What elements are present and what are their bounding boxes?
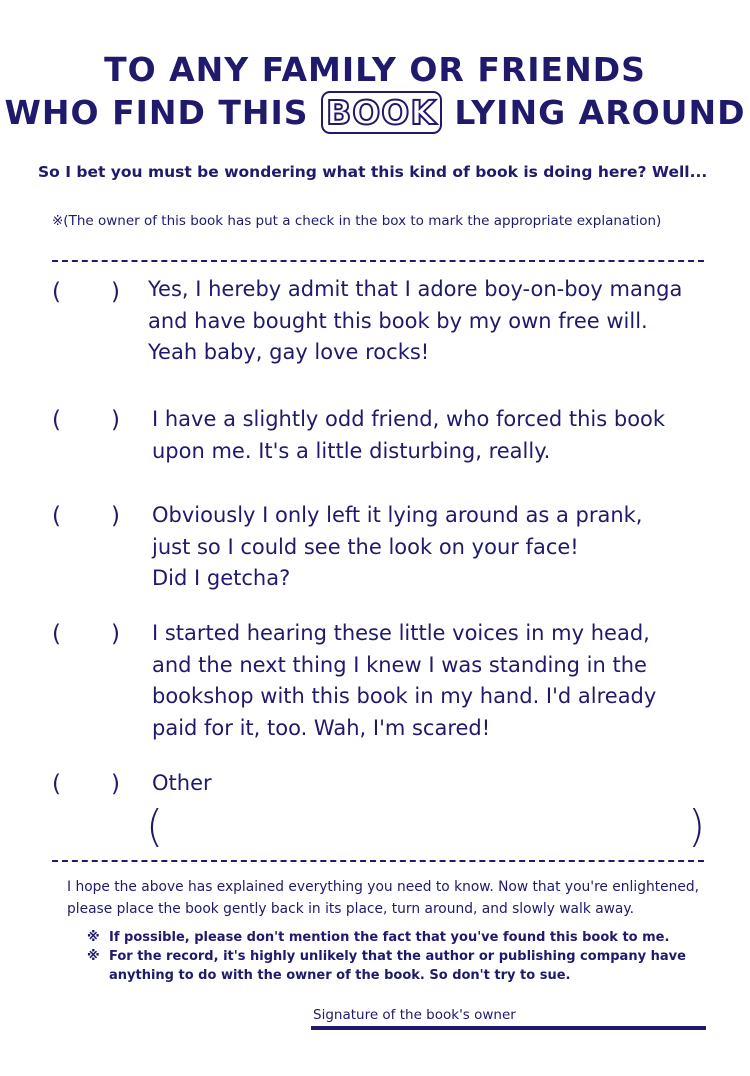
option-3-line: just so I could see the look on your face! [152, 534, 579, 559]
title-book-highlight: BOOK [321, 91, 442, 134]
intro-text: So I bet you must be wondering what this kind of book is doing here? Well... [38, 163, 708, 181]
footnote-2 [87, 947, 717, 985]
top-dashed-divider [52, 260, 704, 262]
instruction-note: ※(The owner of this book has put a check in the box to mark the appropriate explanation) [52, 213, 662, 229]
checkbox-close-paren: ) [111, 771, 120, 797]
option-5-text [152, 768, 712, 800]
checkbox-open-paren: ( [52, 621, 61, 647]
option-2-line: I have a slightly odd friend, who forced this book [152, 407, 666, 431]
option-4-text [152, 618, 712, 744]
footnote-text [109, 928, 717, 947]
option-4-line: bookshop with this book in my hand. I'd already [152, 684, 657, 708]
footnote-text [109, 947, 717, 985]
checkbox-open-paren: ( [52, 279, 61, 305]
title-line-2-start: WHO FIND THIS [4, 93, 322, 132]
option-1-line: Yeah baby, gay love rocks! [148, 340, 430, 364]
checkbox-open-paren: ( [52, 503, 61, 529]
other-blank-open-paren: ( [146, 801, 164, 852]
checkbox-open-paren: ( [52, 771, 61, 797]
option-1-line: and have bought this book by my own free will. [148, 308, 648, 333]
option-4-line: I started hearing these little voices in my head, [152, 621, 650, 645]
option-1-line: Yes, I hereby admit that I adore boy-on-boy manga [148, 277, 683, 301]
title-line-2 [0, 93, 750, 133]
signature-label: Signature of the book's owner [313, 1007, 516, 1023]
option-2-line: upon me. It's a little disturbing, really. [152, 438, 551, 463]
checkbox-close-paren: ) [111, 407, 120, 433]
footnote-line: anything to do with the owner of the book. So don't try to sue. [109, 968, 571, 983]
footnote-line: If possible, please don't mention the fact that you've found this book to me. [109, 930, 670, 945]
option-2-text [152, 404, 712, 467]
option-1-text [148, 274, 708, 369]
option-3-line: Did I getcha? [152, 566, 291, 590]
footnote-line: For the record, it's highly unlikely that the author or publishing company have [109, 949, 686, 964]
title-line-1: TO ANY FAMILY OR FRIENDS [104, 50, 646, 89]
checkbox-close-paren: ) [111, 621, 120, 647]
option-3-line: Obviously I only left it lying around as a prank, [152, 503, 643, 527]
option-4-line: and the next thing I knew I was standing in the [152, 652, 647, 677]
option-other-label: Other [152, 771, 212, 795]
bottom-dashed-divider [52, 860, 704, 862]
closing-text [67, 876, 727, 920]
checkbox-open-paren: ( [52, 407, 61, 433]
signature-line [311, 1026, 706, 1030]
reference-mark: ※ [87, 949, 100, 964]
reference-mark: ※ [87, 930, 100, 945]
checkbox-close-paren: ) [111, 503, 120, 529]
closing-line: I hope the above has explained everything you need to know. Now that you're enlightened, [67, 879, 699, 895]
closing-line: please place the book gently back in its place, turn around, and slowly walk away. [67, 901, 634, 917]
option-3-text [152, 500, 712, 595]
checkbox-close-paren: ) [111, 279, 120, 305]
option-4-line: paid for it, too. Wah, I'm scared! [152, 715, 491, 740]
footnote-1 [87, 928, 717, 947]
other-blank-close-paren: ) [688, 801, 706, 852]
title-line-2-end: LYING AROUND [441, 93, 746, 132]
